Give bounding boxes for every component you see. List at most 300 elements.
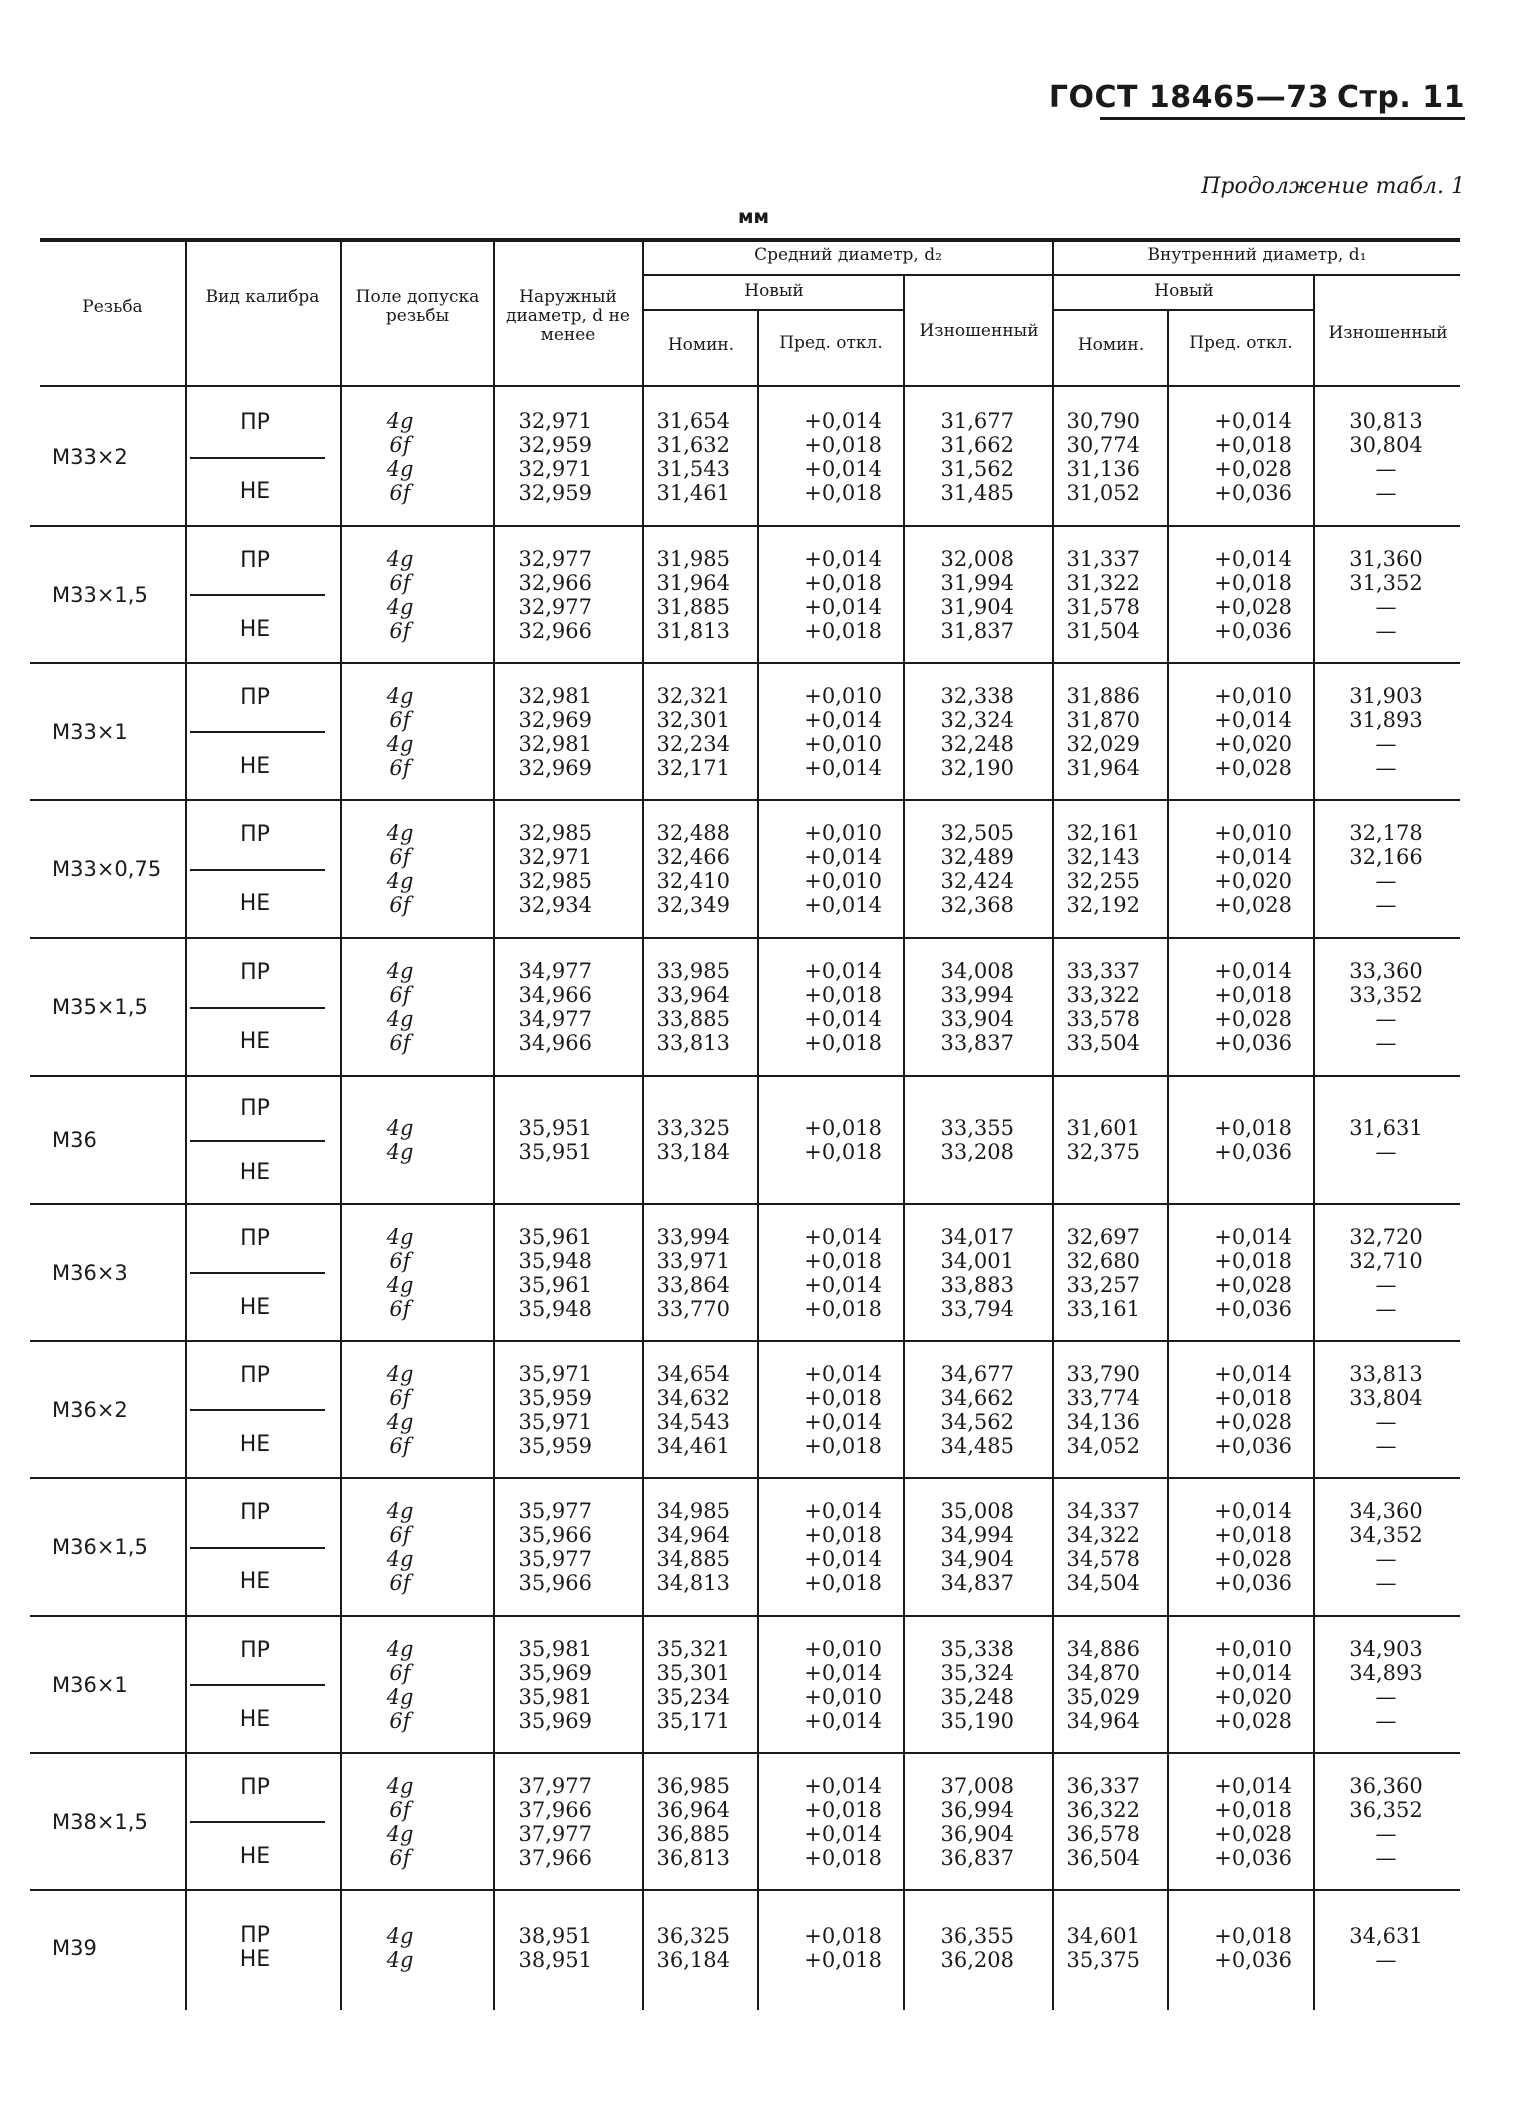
cell-group-d2-worn: [910, 1637, 1014, 1733]
row-separator: [30, 662, 1460, 664]
table-cell: +0,028: [1214, 1708, 1292, 1733]
table-cell: 32,969: [518, 755, 592, 780]
cell-group-d2-dev: [762, 1637, 882, 1733]
table-cell: 33,355: [940, 1116, 1014, 1140]
gauge-separator: [190, 1821, 325, 1823]
gauge-separator: [190, 1409, 325, 1411]
table-cell: 31,886: [1066, 683, 1140, 708]
table-cell: 34,662: [940, 1385, 1014, 1410]
row-separator: [30, 1203, 1460, 1205]
gauge-go: ПР: [240, 1923, 270, 1948]
gauge-nogo: НЕ: [239, 1294, 271, 1320]
table-cell: —: [1375, 1296, 1397, 1321]
cell-group-d2-dev: [762, 959, 882, 1055]
row-separator: [30, 1889, 1460, 1891]
table-cell: 31,352: [1349, 570, 1423, 595]
table-cell: 34,052: [1066, 1433, 1140, 1458]
table-cell: +0,014: [804, 1660, 882, 1685]
table-cell: +0,028: [1214, 1547, 1292, 1571]
cell-group-d2-nom: [648, 1362, 730, 1458]
cell-group-d1-dev: [1172, 1362, 1292, 1458]
table-cell: 32,969: [518, 707, 592, 732]
header-d2-deviation: Пред. откл.: [779, 333, 883, 353]
col-divider: [1167, 310, 1169, 2010]
table-cell: 32,338: [940, 683, 1014, 708]
table-cell: +0,020: [1214, 869, 1292, 893]
table-cell: +0,036: [1214, 1845, 1292, 1870]
table-cell: +0,018: [804, 983, 882, 1007]
table-cell: 30,813: [1349, 409, 1423, 433]
col-divider: [1052, 240, 1054, 2010]
col-divider: [493, 240, 495, 2010]
table-cell: 35,324: [940, 1660, 1014, 1685]
table-cell: +0,028: [1214, 1272, 1292, 1297]
table-cell: 33,964: [656, 983, 730, 1007]
table-cell: 36,813: [656, 1845, 730, 1870]
cell-group-outer: [500, 959, 592, 1055]
cell-group-d2-dev: [762, 1116, 882, 1164]
table-cell: +0,014: [804, 594, 882, 619]
gauge-separator: [190, 1684, 325, 1686]
table-cell: 32,410: [656, 869, 730, 893]
gauge-go: ПР: [240, 685, 270, 711]
table-cell: 34,904: [940, 1547, 1014, 1571]
table-cell: +0,018: [804, 1924, 882, 1948]
table-cell: 37,008: [940, 1773, 1014, 1798]
cell-group-d1-dev: [1172, 1499, 1292, 1595]
gauge-go: ПР: [240, 1363, 270, 1389]
cell-group-outer: [500, 821, 592, 917]
cell-group-d1-nom: [1058, 684, 1140, 780]
table-cell: 34,461: [656, 1433, 730, 1458]
table-cell: +0,018: [804, 1433, 882, 1458]
table-cell: +0,014: [1214, 1361, 1292, 1386]
table-cell: 33,774: [1066, 1385, 1140, 1410]
table-cell: +0,014: [804, 546, 882, 571]
header-d1-deviation: Пред. откл.: [1189, 333, 1293, 353]
table-top-rule: [40, 238, 1460, 242]
cell-group-d2-nom: [648, 1924, 730, 1972]
cell-group-d2-worn: [910, 409, 1014, 505]
table-cell: 33,257: [1066, 1272, 1140, 1297]
header-gauge-type: Вид калибра: [205, 287, 320, 307]
table-cell: 33,837: [940, 1031, 1014, 1055]
gauge-nogo: НЕ: [239, 891, 271, 917]
table-cell: 32,171: [656, 755, 730, 780]
table-cell: 35,301: [656, 1660, 730, 1685]
table-cell: 34,631: [1349, 1924, 1423, 1948]
table-cell: 31,052: [1066, 481, 1140, 505]
gauge-nogo: НЕ: [239, 1947, 271, 1972]
table-cell: 35,948: [518, 1248, 592, 1273]
table-cell: 4g: [386, 731, 414, 756]
table-cell: 36,184: [656, 1948, 730, 1972]
cell-group-d1-dev: [1172, 1774, 1292, 1870]
table-cell: 4g: [386, 1684, 414, 1709]
table-cell: 31,985: [656, 546, 730, 571]
table-cell: 31,837: [940, 618, 1014, 643]
cell-group-d1-worn: [1318, 959, 1454, 1055]
cell-group-d2-dev: [762, 821, 882, 917]
cell-group-d1-nom: [1058, 1225, 1140, 1321]
table-cell: 4g: [386, 959, 414, 983]
cell-group-tol: [345, 1774, 455, 1870]
table-cell: 35,977: [518, 1547, 592, 1571]
table-cell: 6f: [389, 1248, 411, 1273]
table-cell: 32,161: [1066, 821, 1140, 845]
table-cell: 36,994: [940, 1797, 1014, 1822]
table-cell: 32,505: [940, 821, 1014, 845]
table-cell: 32,424: [940, 869, 1014, 893]
cell-group-tol: [345, 684, 455, 780]
table-cell: 32,489: [940, 845, 1014, 869]
table-cell: 32,710: [1349, 1248, 1423, 1273]
cell-group-d1-nom: [1058, 821, 1140, 917]
thread-designation: M36×3: [52, 1260, 128, 1285]
table-cell: 36,208: [940, 1948, 1014, 1972]
table-cell: 4g: [386, 1361, 414, 1386]
gauge-separator: [190, 1272, 325, 1274]
table-cell: 33,352: [1349, 983, 1423, 1007]
cell-group-outer: [500, 1774, 592, 1870]
page-number: Стр. 11: [1337, 80, 1465, 115]
table-cell: +0,014: [804, 959, 882, 983]
cell-group-d1-worn: [1318, 684, 1454, 780]
cell-group-d2-worn: [910, 684, 1014, 780]
table-cell: 4g: [386, 1948, 414, 1972]
table-cell: 32,488: [656, 821, 730, 845]
table-cell: 6f: [389, 707, 411, 732]
header-pitch-diameter: Средний диаметр, d₂: [754, 245, 942, 265]
table-cell: +0,018: [804, 481, 882, 505]
table-cell: 4g: [386, 1924, 414, 1948]
gauge-nogo: НЕ: [239, 1431, 271, 1457]
table-cell: 6f: [389, 983, 411, 1007]
table-cell: 36,904: [940, 1821, 1014, 1846]
table-cell: 6f: [389, 1031, 411, 1055]
table-cell: 34,870: [1066, 1660, 1140, 1685]
table-cell: 35,029: [1066, 1684, 1140, 1709]
table-cell: +0,014: [1214, 1499, 1292, 1523]
table-cell: +0,018: [1214, 1248, 1292, 1273]
table-cell: 32,349: [656, 893, 730, 917]
header-thread: Резьба: [82, 297, 143, 317]
table-cell: 37,977: [518, 1773, 592, 1798]
table-cell: 6f: [389, 1433, 411, 1458]
table-cell: +0,018: [804, 1140, 882, 1164]
table-cell: 36,352: [1349, 1797, 1423, 1822]
table-cell: 36,337: [1066, 1773, 1140, 1798]
table-cell: +0,018: [804, 1948, 882, 1972]
table-cell: —: [1375, 755, 1397, 780]
table-cell: 31,631: [1349, 1116, 1423, 1140]
header-bottom-rule: [40, 385, 1460, 387]
table-cell: +0,028: [1214, 1409, 1292, 1434]
table-cell: +0,036: [1214, 1571, 1292, 1595]
table-cell: 31,903: [1349, 683, 1423, 708]
cell-group-d2-worn: [910, 1924, 1014, 1972]
cell-group-tol: [345, 1362, 455, 1458]
cell-group-d1-nom: [1058, 1362, 1140, 1458]
table-cell: 4g: [386, 409, 414, 433]
cell-group-d1-worn: [1318, 1225, 1454, 1321]
table-cell: 33,804: [1349, 1385, 1423, 1410]
cell-group-d2-worn: [910, 1499, 1014, 1595]
gauge-go: ПР: [240, 410, 270, 436]
table-cell: 35,959: [518, 1433, 592, 1458]
table-cell: +0,014: [804, 1708, 882, 1733]
thread-designation: M33×2: [52, 445, 128, 469]
table-cell: 6f: [389, 845, 411, 869]
table-cell: 31,904: [940, 594, 1014, 619]
table-cell: 6f: [389, 893, 411, 917]
standard-number: ГОСТ 18465—73 Стр. 11: [1048, 80, 1465, 115]
table-cell: 34,985: [656, 1499, 730, 1523]
table-cell: 31,885: [656, 594, 730, 619]
table-cell: +0,010: [1214, 1636, 1292, 1661]
table-cell: +0,018: [804, 618, 882, 643]
table-cell: 34,485: [940, 1433, 1014, 1458]
cell-group-d2-nom: [648, 1116, 730, 1164]
col-divider: [757, 310, 759, 2010]
table-cell: 33,885: [656, 1007, 730, 1031]
table-cell: 32,977: [518, 546, 592, 571]
cell-group-tol: [345, 547, 455, 643]
row-separator: [30, 1752, 1460, 1754]
table-cell: +0,014: [804, 893, 882, 917]
table-cell: —: [1375, 1547, 1397, 1571]
cell-group-tol: [345, 1116, 455, 1164]
table-cell: 34,677: [940, 1361, 1014, 1386]
table-cell: 32,178: [1349, 821, 1423, 845]
col-divider: [1313, 274, 1315, 2010]
cell-group-d2-nom: [648, 1774, 730, 1870]
cell-group-d1-dev: [1172, 1116, 1292, 1164]
table-cell: —: [1375, 481, 1397, 505]
table-cell: 4g: [386, 1821, 414, 1846]
cell-group-outer: [500, 1499, 592, 1595]
table-cell: 31,813: [656, 618, 730, 643]
cell-group-d2-worn: [910, 1362, 1014, 1458]
table-cell: 36,360: [1349, 1773, 1423, 1798]
new-divider-left: [644, 309, 904, 311]
table-cell: +0,014: [1214, 546, 1292, 571]
cell-group-d1-worn: [1318, 409, 1454, 505]
gauge-go: ПР: [240, 1226, 270, 1252]
table-cell: 31,964: [1066, 755, 1140, 780]
table-cell: 32,981: [518, 731, 592, 756]
table-cell: 35,961: [518, 1272, 592, 1297]
table-cell: 32,143: [1066, 845, 1140, 869]
table-cell: 31,662: [940, 433, 1014, 457]
table-cell: 31,870: [1066, 707, 1140, 732]
table-cell: 32,971: [518, 845, 592, 869]
cell-group-tol: [345, 821, 455, 917]
gauge-go: ПР: [240, 1775, 270, 1801]
cell-group-d1-nom: [1058, 547, 1140, 643]
col-divider: [642, 240, 644, 2010]
table-cell: —: [1375, 731, 1397, 756]
table-cell: 31,136: [1066, 457, 1140, 481]
table-cell: +0,014: [1214, 707, 1292, 732]
table-cell: 35,338: [940, 1636, 1014, 1661]
table-cell: 4g: [386, 1409, 414, 1434]
col-divider: [340, 240, 342, 2010]
table-cell: 31,632: [656, 433, 730, 457]
table-cell: +0,018: [804, 570, 882, 595]
table-cell: 34,337: [1066, 1499, 1140, 1523]
table-cell: 6f: [389, 1708, 411, 1733]
table-cell: +0,018: [1214, 1924, 1292, 1948]
header-outer-diameter: Наружный диаметр, d не менее: [506, 287, 630, 345]
table-cell: 38,951: [518, 1924, 592, 1948]
cell-group-tol: [345, 959, 455, 1055]
thread-designation: M38×1,5: [52, 1809, 148, 1834]
cell-group-d2-nom: [648, 821, 730, 917]
cell-group-d1-nom: [1058, 1924, 1140, 1972]
table-cell: 32,234: [656, 731, 730, 756]
table-cell: 33,337: [1066, 959, 1140, 983]
table-cell: —: [1375, 1140, 1397, 1164]
table-cell: 30,790: [1066, 409, 1140, 433]
gauge-go: ПР: [240, 960, 270, 986]
table-cell: 33,322: [1066, 983, 1140, 1007]
table-cell: 33,770: [656, 1296, 730, 1321]
table-cell: 32,966: [518, 570, 592, 595]
table-cell: 6f: [389, 1296, 411, 1321]
gauge-go: ПР: [240, 1096, 270, 1122]
header-d1-nominal: Номин.: [1077, 335, 1145, 355]
table-cell: 34,504: [1066, 1571, 1140, 1595]
gauge-separator: [190, 1140, 325, 1142]
table-cell: 31,485: [940, 481, 1014, 505]
cell-group-d1-worn: [1318, 1924, 1454, 1972]
cell-group-d1-dev: [1172, 821, 1292, 917]
row-separator: [30, 1615, 1460, 1617]
gauge-nogo: НЕ: [239, 1029, 271, 1055]
table-cell: 32,697: [1066, 1224, 1140, 1249]
table-cell: —: [1375, 1433, 1397, 1458]
table-cell: 34,008: [940, 959, 1014, 983]
table-cell: 33,184: [656, 1140, 730, 1164]
table-cell: 37,966: [518, 1797, 592, 1822]
gauge-separator: [190, 1547, 325, 1549]
table-cell: +0,014: [804, 1773, 882, 1798]
table-cell: 6f: [389, 433, 411, 457]
new-divider-right: [1054, 309, 1314, 311]
table-cell: 32,029: [1066, 731, 1140, 756]
table-cell: +0,010: [1214, 821, 1292, 845]
table-cell: 6f: [389, 1845, 411, 1870]
cell-group-d2-worn: [910, 821, 1014, 917]
table-cell: +0,020: [1214, 731, 1292, 756]
table-cell: +0,014: [804, 1547, 882, 1571]
header-rule: [1100, 117, 1465, 120]
table-cell: 35,966: [518, 1523, 592, 1547]
table-cell: 33,994: [940, 983, 1014, 1007]
table-cell: 33,208: [940, 1140, 1014, 1164]
gauge-nogo: НЕ: [239, 1843, 271, 1869]
table-cell: +0,014: [1214, 959, 1292, 983]
table-cell: 35,977: [518, 1499, 592, 1523]
table-cell: +0,014: [804, 845, 882, 869]
table-cell: 35,961: [518, 1224, 592, 1249]
table-cell: 30,804: [1349, 433, 1423, 457]
table-cell: 32,321: [656, 683, 730, 708]
table-cell: 34,994: [940, 1523, 1014, 1547]
cell-group-d2-worn: [910, 547, 1014, 643]
table-cell: 32,966: [518, 618, 592, 643]
table-cell: 35,008: [940, 1499, 1014, 1523]
thread-designation: M35×1,5: [52, 995, 148, 1019]
table-continuation-label: Продолжение табл. 1: [1201, 174, 1465, 199]
cell-group-tol: [345, 1499, 455, 1595]
cell-group-d1-worn: [1318, 1774, 1454, 1870]
table-cell: 37,977: [518, 1821, 592, 1846]
table-cell: +0,014: [804, 1224, 882, 1249]
table-cell: 32,981: [518, 683, 592, 708]
header-new-pitch: Новый: [744, 281, 804, 301]
table-cell: +0,014: [1214, 1773, 1292, 1798]
table-cell: +0,018: [804, 1571, 882, 1595]
cell-group-d1-dev: [1172, 684, 1292, 780]
table-cell: 33,971: [656, 1248, 730, 1273]
table-cell: 34,017: [940, 1224, 1014, 1249]
table-cell: 35,951: [518, 1140, 592, 1164]
table-cell: 31,337: [1066, 546, 1140, 571]
table-cell: +0,018: [804, 1797, 882, 1822]
table-cell: 34,903: [1349, 1636, 1423, 1661]
table-cell: 34,977: [518, 959, 592, 983]
table-cell: +0,014: [804, 707, 882, 732]
table-cell: +0,020: [1214, 1684, 1292, 1709]
table-cell: 34,966: [518, 1031, 592, 1055]
cell-group-d2-worn: [910, 1774, 1014, 1870]
table-cell: 32,008: [940, 546, 1014, 571]
cell-group-outer: [500, 547, 592, 643]
table-cell: 37,966: [518, 1845, 592, 1870]
table-cell: —: [1375, 1845, 1397, 1870]
table-cell: —: [1375, 1948, 1397, 1972]
table-cell: 6f: [389, 1797, 411, 1822]
table-cell: +0,018: [804, 1385, 882, 1410]
cell-group-d1-worn: [1318, 1499, 1454, 1595]
cell-group-outer: [500, 1116, 592, 1164]
table-cell: +0,010: [804, 821, 882, 845]
gauge-separator: [190, 1007, 325, 1009]
table-cell: 4g: [386, 1636, 414, 1661]
table-cell: 4g: [386, 1140, 414, 1164]
thread-designation: M33×0,75: [52, 857, 162, 881]
table-cell: 31,543: [656, 457, 730, 481]
table-cell: +0,028: [1214, 594, 1292, 619]
cell-group-d1-worn: [1318, 1637, 1454, 1733]
table-cell: +0,036: [1214, 1140, 1292, 1164]
table-cell: +0,036: [1214, 481, 1292, 505]
header-inner-diameter: Внутренний диаметр, d₁: [1147, 245, 1367, 265]
cell-group-d2-dev: [762, 1362, 882, 1458]
cell-group-d1-nom: [1058, 1637, 1140, 1733]
table-cell: 31,562: [940, 457, 1014, 481]
cell-group-d1-worn: [1318, 547, 1454, 643]
gauge-separator: [190, 457, 325, 459]
thread-designation: M36×1,5: [52, 1535, 148, 1559]
row-separator: [30, 525, 1460, 527]
cell-group-tol: [345, 1225, 455, 1321]
page-header: [1048, 72, 1465, 122]
table-cell: +0,014: [804, 1499, 882, 1523]
table-cell: —: [1375, 594, 1397, 619]
